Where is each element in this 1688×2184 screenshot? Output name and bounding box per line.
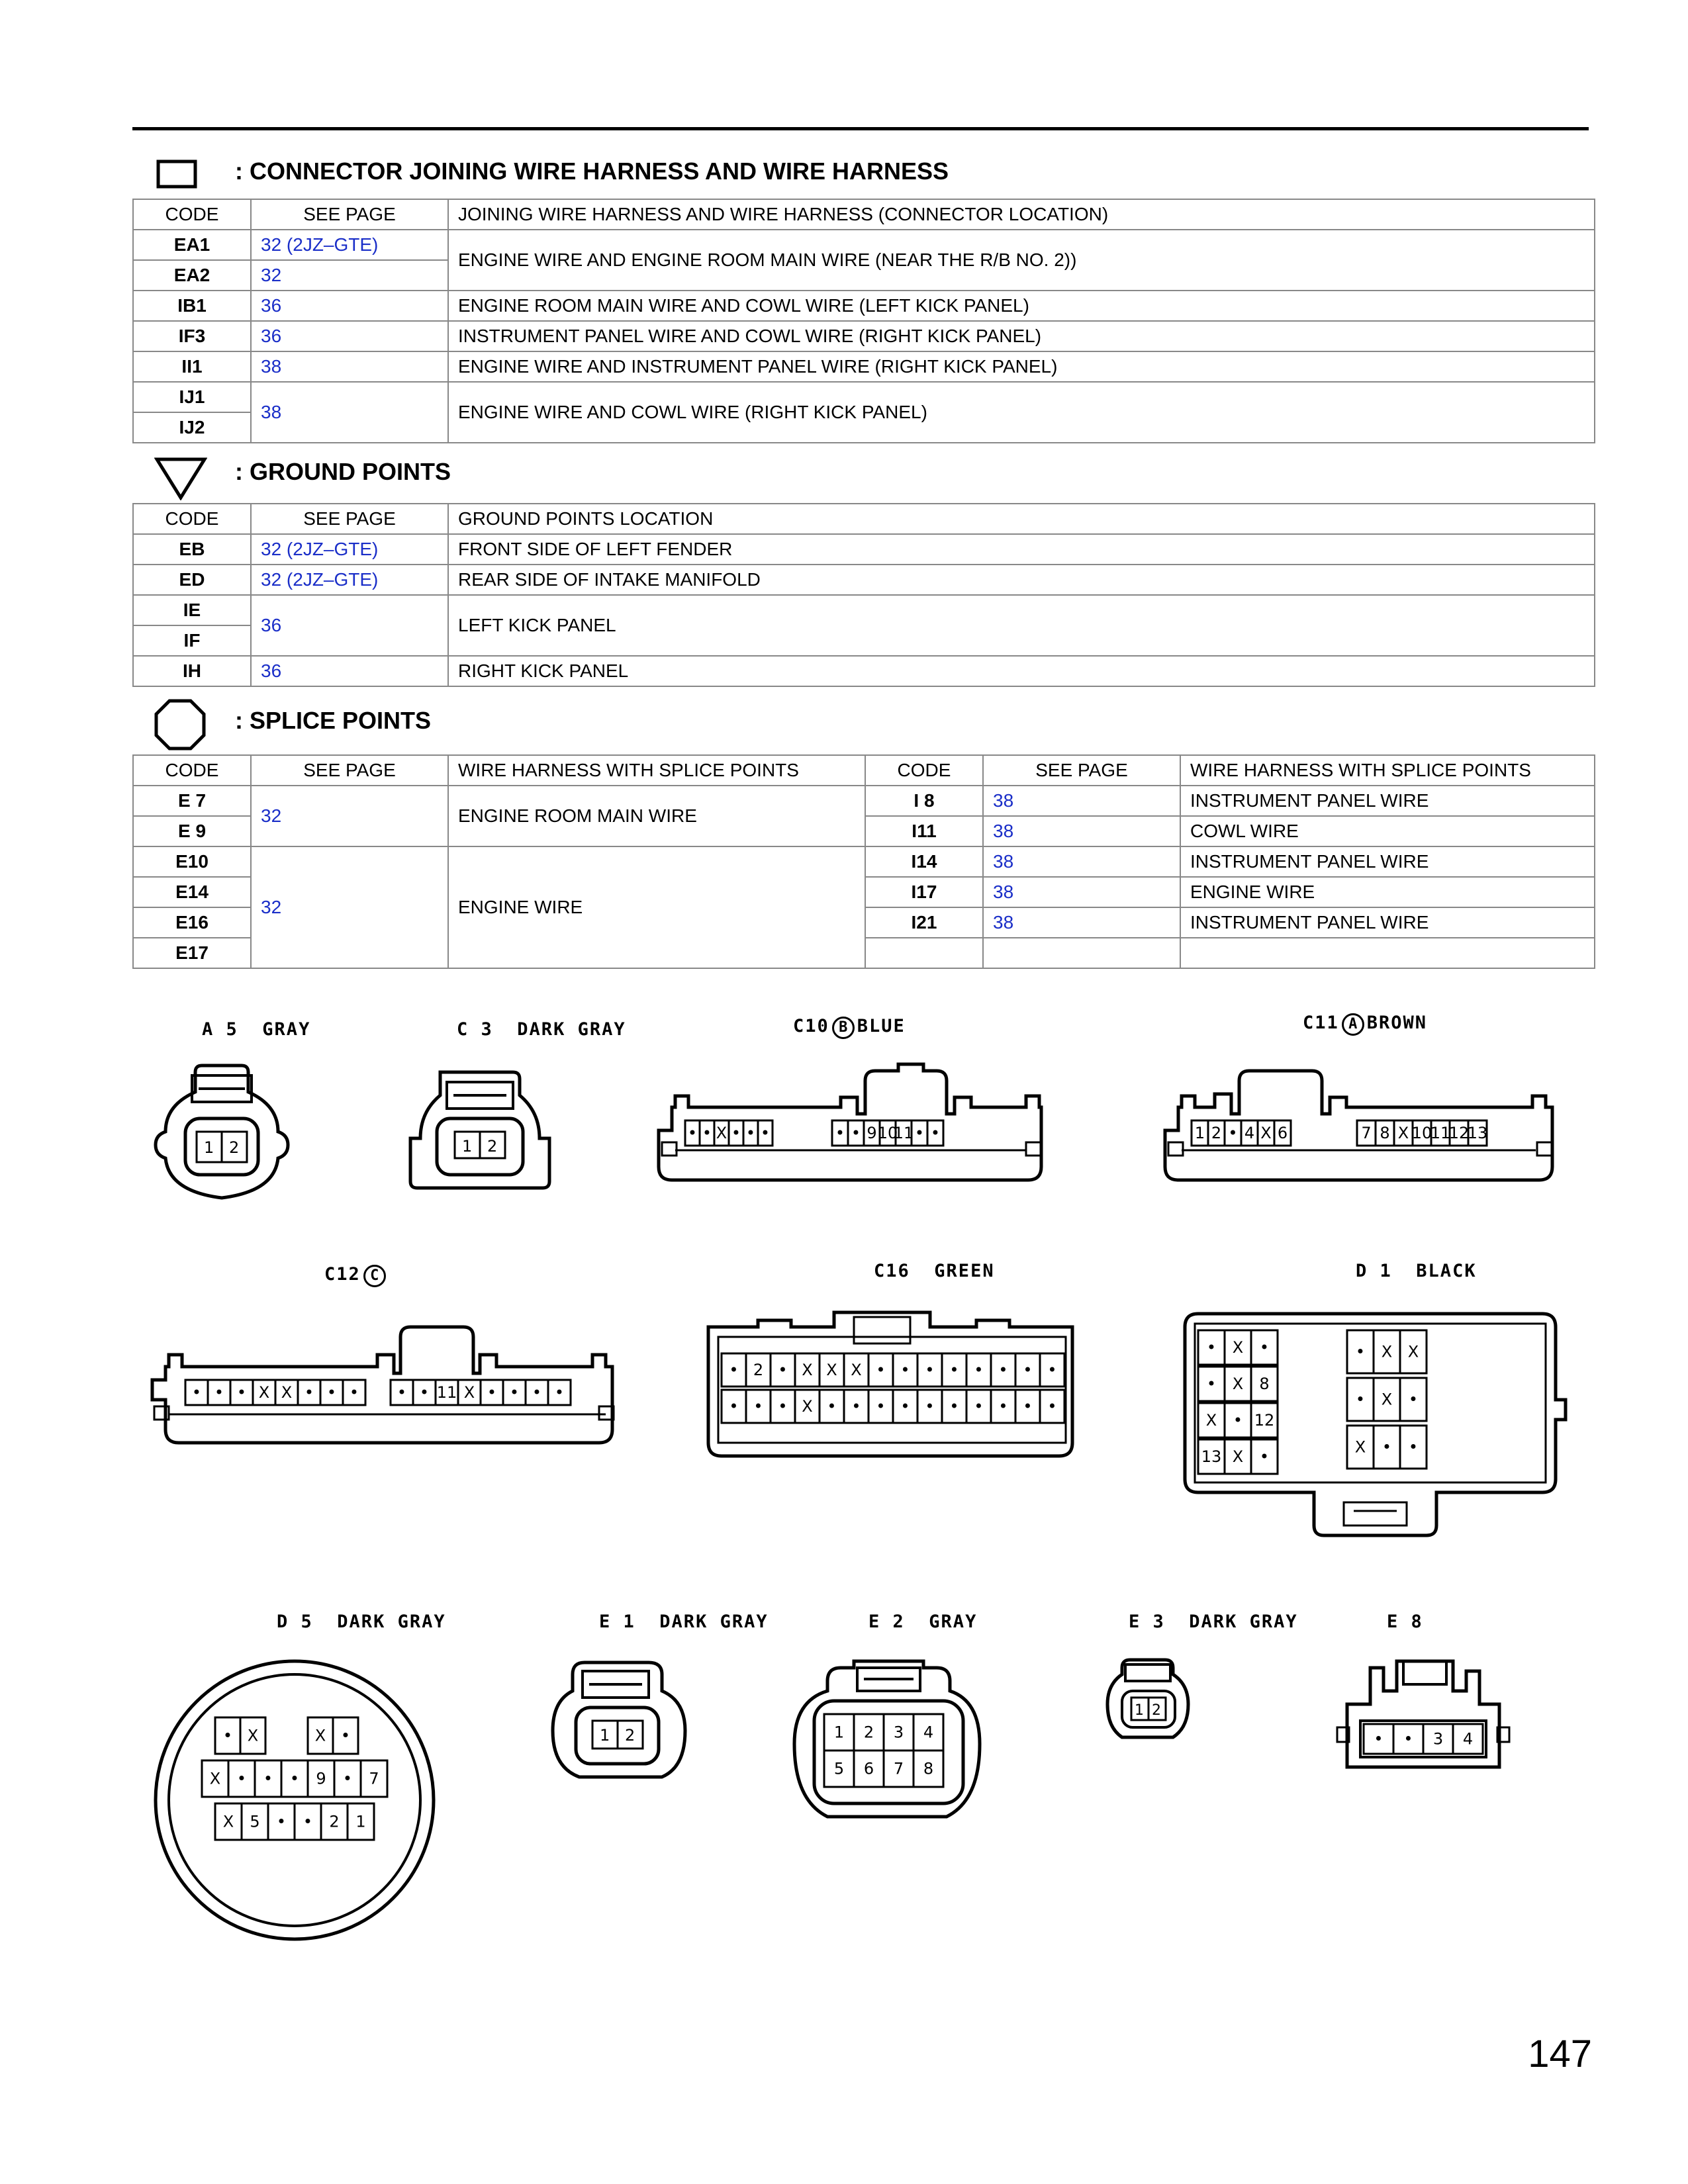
connector-color: DARK GRAY — [659, 1612, 769, 1632]
pin: 13 — [1201, 1447, 1222, 1466]
pin: 7 — [369, 1769, 379, 1788]
row-description: ENGINE WIRE AND COWL WIRE (RIGHT KICK PANEL) — [448, 382, 1595, 443]
header-wire-harness: WIRE HARNESS WITH SPLICE POINTS — [1180, 755, 1595, 786]
connector-d1-label — [1356, 1261, 1477, 1281]
row-code: EA1 — [133, 230, 251, 260]
splice-table — [132, 754, 1595, 969]
splice-octagon-icon — [154, 698, 207, 751]
row-page-link[interactable]: 32 (2JZ–GTE) — [251, 565, 448, 595]
pin: • — [532, 1383, 542, 1402]
pin: • — [925, 1397, 935, 1416]
pin: 2 — [625, 1726, 635, 1745]
pin: • — [1259, 1447, 1270, 1466]
row-code: IH — [133, 656, 251, 686]
row-page-link[interactable]: 32 — [251, 846, 448, 968]
connector-code: C10 — [793, 1016, 829, 1036]
connector-c16-label — [874, 1261, 995, 1281]
row-code — [865, 938, 983, 968]
row-description: ENGINE WIRE — [1180, 877, 1595, 907]
connector-a5-diagram — [149, 1059, 295, 1211]
row-code: I21 — [865, 907, 983, 938]
row-description: COWL WIRE — [1180, 816, 1595, 846]
header-wire-harness: WIRE HARNESS WITH SPLICE POINTS — [448, 755, 865, 786]
table-row — [133, 595, 1595, 625]
connector-code: D 5 — [277, 1612, 313, 1632]
pin: • — [236, 1769, 247, 1788]
connector-e1-label — [599, 1612, 769, 1632]
pin: 3 — [893, 1723, 904, 1742]
pin: • — [914, 1124, 925, 1142]
pin: • — [729, 1397, 739, 1416]
row-description: INSTRUMENT PANEL WIRE — [1180, 907, 1595, 938]
pin: X — [1397, 1124, 1409, 1142]
row-page-link[interactable]: 38 — [983, 786, 1180, 816]
pin: X — [463, 1383, 475, 1402]
pin: X — [802, 1361, 813, 1379]
row-page-link[interactable]: 38 — [983, 907, 1180, 938]
pin: X — [802, 1397, 813, 1416]
ground-triangle-icon — [154, 457, 207, 500]
row-description: ENGINE ROOM MAIN WIRE — [448, 786, 865, 846]
connector-color: GRAY — [929, 1612, 978, 1632]
pin: • — [1206, 1338, 1217, 1357]
pin: • — [687, 1124, 698, 1142]
pin: • — [702, 1124, 712, 1142]
pin: • — [930, 1124, 941, 1142]
table-row — [133, 846, 1595, 877]
pin: 2 — [329, 1812, 340, 1831]
header-see-page: SEE PAGE — [251, 199, 448, 230]
pin: • — [851, 1397, 861, 1416]
header-see-page: SEE PAGE — [983, 755, 1180, 786]
pin: • — [974, 1397, 984, 1416]
pin: X — [209, 1769, 221, 1788]
ground-table — [132, 503, 1595, 687]
pin: • — [1047, 1397, 1057, 1416]
pin: • — [998, 1361, 1008, 1379]
row-page-link[interactable]: 38 — [983, 877, 1180, 907]
pin: 13 — [1467, 1124, 1488, 1142]
row-code: IJ1 — [133, 382, 251, 412]
row-page-link[interactable]: 32 — [251, 786, 448, 846]
row-page-link[interactable]: 36 — [251, 595, 448, 656]
pin: 6 — [1277, 1124, 1288, 1142]
pin: • — [1023, 1361, 1033, 1379]
connector-d1-diagram — [1185, 1307, 1569, 1552]
pin: 2 — [1211, 1124, 1222, 1142]
row-description — [1180, 938, 1595, 968]
connector-code: E 8 — [1387, 1612, 1423, 1632]
connector-code: C 3 — [457, 1019, 493, 1040]
pin: • — [1355, 1342, 1366, 1361]
connector-c3-label — [457, 1019, 626, 1040]
pin: X — [1232, 1338, 1244, 1357]
row-description: LEFT KICK PANEL — [448, 595, 1595, 656]
pin: X — [826, 1361, 837, 1379]
pin: X — [1381, 1390, 1393, 1409]
pin: • — [349, 1383, 359, 1402]
pin: • — [289, 1769, 300, 1788]
pin: • — [397, 1383, 407, 1402]
pin: 11 — [436, 1383, 457, 1402]
row-code: I17 — [865, 877, 983, 907]
splice-section-title: : SPLICE POINTS — [235, 707, 432, 734]
pin: • — [1403, 1729, 1413, 1749]
pin: X — [281, 1383, 293, 1402]
pin: X — [258, 1383, 270, 1402]
pin: 11 — [893, 1124, 914, 1142]
connector-mark-a-icon: A — [1342, 1013, 1364, 1036]
row-code: E10 — [133, 846, 251, 877]
row-code: E16 — [133, 907, 251, 938]
connector-c12-label — [324, 1264, 389, 1287]
pin: • — [1374, 1729, 1383, 1749]
row-description: INSTRUMENT PANEL WIRE AND COWL WIRE (RIGHT KICK PANEL) — [448, 321, 1595, 351]
pin: • — [998, 1397, 1008, 1416]
header-location: GROUND POINTS LOCATION — [448, 504, 1595, 534]
pin: • — [222, 1726, 233, 1745]
connector-code: E 2 — [868, 1612, 905, 1632]
row-code: IB1 — [133, 291, 251, 321]
connector-code: A 5 — [202, 1019, 238, 1040]
table-row — [133, 230, 1595, 260]
pin: 2 — [753, 1361, 764, 1379]
pin: 2 — [229, 1138, 240, 1157]
connector-mark-b-icon: B — [832, 1017, 855, 1039]
connector-color: DARK GRAY — [517, 1019, 626, 1040]
pin: • — [974, 1361, 984, 1379]
row-page-link[interactable]: 32 (2JZ–GTE) — [251, 534, 448, 565]
table-header-row — [133, 199, 1595, 230]
connector-color: BLUE — [857, 1016, 906, 1036]
pin: • — [827, 1397, 837, 1416]
pin: • — [276, 1812, 287, 1831]
row-code: IJ2 — [133, 412, 251, 443]
table-row — [133, 351, 1595, 382]
row-page-link[interactable]: 38 — [251, 351, 448, 382]
connector-e8-label — [1387, 1612, 1423, 1632]
connector-e2-label — [868, 1612, 977, 1632]
header-see-page: SEE PAGE — [251, 504, 448, 534]
row-description: FRONT SIDE OF LEFT FENDER — [448, 534, 1595, 565]
header-code: CODE — [865, 755, 983, 786]
pin: • — [851, 1124, 861, 1142]
pin: • — [1047, 1361, 1057, 1379]
table-row — [133, 786, 1595, 816]
connector-color: BLACK — [1416, 1261, 1477, 1281]
row-description: REAR SIDE OF INTAKE MANIFOLD — [448, 565, 1595, 595]
header-code: CODE — [133, 755, 251, 786]
pin: • — [419, 1383, 430, 1402]
row-code: I 8 — [865, 786, 983, 816]
pin: • — [1259, 1338, 1270, 1357]
pin: • — [900, 1397, 910, 1416]
row-code: E14 — [133, 877, 251, 907]
pin: • — [236, 1383, 247, 1402]
row-description: ENGINE WIRE AND INSTRUMENT PANEL WIRE (RIGHT KICK PANEL) — [448, 351, 1595, 382]
table-row — [133, 382, 1595, 412]
pin: 7 — [893, 1759, 904, 1778]
connector-code: C11 — [1303, 1013, 1339, 1033]
pin: 1 — [600, 1726, 610, 1745]
pin: • — [342, 1769, 353, 1788]
connector-e2-diagram — [781, 1651, 993, 1830]
connector-c11-diagram — [1165, 1058, 1569, 1190]
row-page-link[interactable]: 32 — [251, 260, 448, 291]
pin: • — [778, 1361, 788, 1379]
pin: • — [1355, 1390, 1366, 1409]
pin: 10 — [1411, 1124, 1432, 1142]
pin: • — [263, 1769, 273, 1788]
pin: • — [340, 1726, 351, 1745]
pin: 6 — [863, 1759, 874, 1778]
row-description: ENGINE WIRE AND ENGINE ROOM MAIN WIRE (NEAR THE R/B NO. 2)) — [448, 230, 1595, 291]
header-code: CODE — [133, 504, 251, 534]
connector-c11-label — [1303, 1013, 1427, 1036]
row-code: E 7 — [133, 786, 251, 816]
pin: 12 — [1254, 1411, 1275, 1430]
pin: • — [876, 1361, 886, 1379]
pin: 5 — [250, 1812, 260, 1831]
pin: • — [1233, 1411, 1243, 1430]
connector-e3-label — [1129, 1612, 1298, 1632]
connector-symbol-icon — [156, 159, 199, 191]
pin: • — [778, 1397, 788, 1416]
row-description: ENGINE ROOM MAIN WIRE AND COWL WIRE (LEFT KICK PANEL) — [448, 291, 1595, 321]
row-page-link[interactable]: 36 — [251, 321, 448, 351]
pin: • — [949, 1361, 959, 1379]
pin: • — [745, 1124, 756, 1142]
connector-c12-diagram — [149, 1307, 626, 1453]
pin: • — [1206, 1375, 1217, 1393]
pin: 2 — [863, 1723, 874, 1742]
pin: 1 — [833, 1723, 845, 1742]
pin: • — [487, 1383, 497, 1402]
pin: 4 — [1244, 1124, 1255, 1142]
pin: • — [876, 1397, 886, 1416]
pin: • — [1408, 1437, 1419, 1457]
row-page-link[interactable]: 38 — [983, 816, 1180, 846]
pin: 9 — [316, 1769, 326, 1788]
row-code: IE — [133, 595, 251, 625]
connector-section-title: : CONNECTOR JOINING WIRE HARNESS AND WIRE HARNESS — [235, 158, 949, 185]
pin: • — [1023, 1397, 1033, 1416]
pin: 12 — [1448, 1124, 1470, 1142]
pin: • — [731, 1124, 741, 1142]
pin: • — [214, 1383, 224, 1402]
connector-a5-label — [202, 1019, 310, 1040]
pin: X — [1260, 1124, 1272, 1142]
row-page-link[interactable]: 32 (2JZ–GTE) — [251, 230, 448, 260]
row-code: IF — [133, 625, 251, 656]
connector-color: BROWN — [1366, 1013, 1428, 1033]
connector-e3-diagram — [1102, 1655, 1195, 1754]
connector-code: D 1 — [1356, 1261, 1392, 1281]
pin: X — [247, 1726, 259, 1745]
pin: X — [1232, 1375, 1244, 1393]
connector-d5-diagram — [149, 1651, 447, 1949]
pin: 5 — [833, 1759, 845, 1778]
row-code: ED — [133, 565, 251, 595]
pin: • — [729, 1361, 739, 1379]
pin: 2 — [1152, 1702, 1161, 1719]
row-code: EB — [133, 534, 251, 565]
header-see-page: SEE PAGE — [251, 755, 448, 786]
connector-c3-diagram — [400, 1059, 559, 1205]
connector-color: DARK GRAY — [337, 1612, 446, 1632]
row-description: INSTRUMENT PANEL WIRE — [1180, 786, 1595, 816]
pin: 7 — [1361, 1124, 1372, 1142]
pin: 10 — [877, 1124, 898, 1142]
pin: X — [716, 1124, 727, 1142]
pin: 1 — [1135, 1702, 1144, 1719]
connector-e1-diagram — [546, 1655, 698, 1800]
connector-c10-diagram — [659, 1058, 1056, 1190]
pin: 4 — [923, 1723, 934, 1742]
table-row — [133, 291, 1595, 321]
pin: 2 — [487, 1137, 498, 1156]
row-description: ENGINE WIRE — [448, 846, 865, 968]
row-code: II1 — [133, 351, 251, 382]
header-code: CODE — [133, 199, 251, 230]
page-number: 147 — [1528, 2032, 1592, 2075]
pin: • — [554, 1383, 565, 1402]
table-row — [133, 656, 1595, 686]
row-code: I14 — [865, 846, 983, 877]
pin: X — [314, 1726, 326, 1745]
connector-c10-label — [793, 1016, 906, 1039]
header-description: JOINING WIRE HARNESS AND WIRE HARNESS (CONNECTOR LOCATION) — [448, 199, 1595, 230]
pin: • — [753, 1397, 763, 1416]
ground-section-title: : GROUND POINTS — [235, 458, 451, 485]
pin: • — [1228, 1124, 1238, 1142]
pin: 1 — [355, 1812, 366, 1831]
connector-c16-diagram — [705, 1307, 1082, 1466]
row-code: EA2 — [133, 260, 251, 291]
row-code: I11 — [865, 816, 983, 846]
pin: • — [1382, 1437, 1392, 1457]
pin: X — [1381, 1342, 1393, 1361]
row-description: RIGHT KICK PANEL — [448, 656, 1595, 686]
pin: 9 — [867, 1124, 877, 1142]
table-header-row — [133, 755, 1595, 786]
pin: • — [303, 1812, 313, 1831]
pin: • — [304, 1383, 314, 1402]
pin: 8 — [1380, 1124, 1390, 1142]
connector-code: E 1 — [599, 1612, 635, 1632]
row-code: E17 — [133, 938, 251, 968]
pin: X — [1232, 1447, 1244, 1466]
connector-color: GRAY — [262, 1019, 311, 1040]
pin: X — [1205, 1411, 1217, 1430]
row-page-link[interactable]: 36 — [251, 656, 448, 686]
pin: X — [222, 1812, 234, 1831]
pin: • — [835, 1124, 845, 1142]
connector-color: DARK GRAY — [1189, 1612, 1298, 1632]
row-code: E 9 — [133, 816, 251, 846]
pin: • — [191, 1383, 202, 1402]
pin: • — [509, 1383, 520, 1402]
pin: X — [851, 1361, 862, 1379]
connector-code: C16 — [874, 1261, 910, 1281]
table-row — [133, 534, 1595, 565]
connector-code: C12 — [324, 1264, 361, 1285]
pin: • — [760, 1124, 771, 1142]
connector-table — [132, 199, 1595, 443]
row-description: INSTRUMENT PANEL WIRE — [1180, 846, 1595, 877]
row-page-link — [983, 938, 1180, 968]
pin: 3 — [1432, 1729, 1444, 1749]
pin: 1 — [462, 1137, 473, 1156]
connector-color: GREEN — [934, 1261, 995, 1281]
table-row — [133, 321, 1595, 351]
pin: • — [925, 1361, 935, 1379]
top-rule — [132, 127, 1589, 130]
pin: 8 — [1259, 1375, 1270, 1393]
connector-mark-c-icon: C — [363, 1265, 386, 1287]
pin: 4 — [1462, 1729, 1474, 1749]
row-page-link[interactable]: 38 — [983, 846, 1180, 877]
table-row — [133, 565, 1595, 595]
pin: • — [326, 1383, 337, 1402]
row-page-link[interactable]: 38 — [251, 382, 448, 443]
pin: 8 — [923, 1759, 934, 1778]
pin: X — [1407, 1342, 1419, 1361]
connector-code: E 3 — [1129, 1612, 1165, 1632]
pin: X — [1354, 1437, 1366, 1457]
pin: • — [900, 1361, 910, 1379]
pin: • — [1408, 1390, 1419, 1409]
row-page-link[interactable]: 36 — [251, 291, 448, 321]
pin: 1 — [1194, 1124, 1205, 1142]
connector-e8-diagram — [1334, 1651, 1513, 1784]
pin: 11 — [1430, 1124, 1451, 1142]
row-code: IF3 — [133, 321, 251, 351]
pin: 1 — [204, 1138, 214, 1157]
pin: • — [949, 1397, 959, 1416]
connector-d5-label — [277, 1612, 446, 1632]
table-header-row — [133, 504, 1595, 534]
